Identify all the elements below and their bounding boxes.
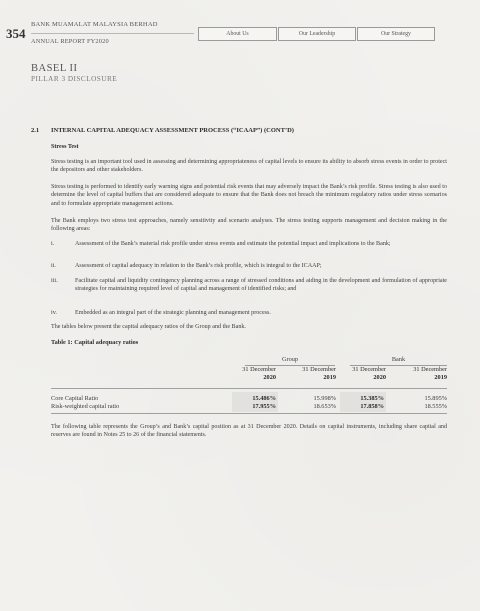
list-item-text: Assessment of capital adequacy in relation to the Bank’s risk profile, which is integral to the ICAAP; [75,263,322,269]
column-header-date: 31 December [302,366,336,373]
column-header-date: 31 December [413,366,447,373]
row-label: Core Capital Ratio [51,395,99,402]
paragraph-4: The tables below present the capital adequacy ratios of the Group and the Bank. [51,324,246,330]
row-label: Risk-weighted capital ratio [51,403,120,410]
table-bottom-rule [51,413,447,414]
column-header-year: 2019 [323,374,336,382]
column-header-year: 2020 [263,374,276,382]
table-header-rule [51,388,447,389]
bank-name: BANK MUAMALAT MALAYSIA BERHAD [31,21,158,28]
column-header [388,366,447,382]
list-item-number: i. [51,241,55,247]
column-header-date: 31 December [352,366,386,373]
list-item-text: Facilitate capital and liquidity contingency planning across a range of stressed conditions and aiding in the development and formulation of appropriate strategies for maintaining required level of capital and management of identified risks; and [75,278,447,293]
list-item-number: ii. [51,263,56,269]
page-number: 354 [6,26,26,41]
column-header-date: 31 December [242,366,276,373]
table-cell: 17.955% [252,403,276,410]
list-item-number: iv. [51,310,57,316]
table-cell: 15.998% [313,395,336,402]
table-cell: 15.895% [424,395,447,402]
paragraph-5: The following table represents the Group’s and Bank’s capital position as at 31 December 2020. Details on capital instruments, including share capital and reserves are found in Notes 25 to 26 of the financial statements. [51,424,447,439]
header-divider [31,33,194,34]
paragraph-2: Stress testing is performed to identify early warning signs and potential risk events that may adversely impact the Bank’s risk profile. Stress testing is also used to determine the level of capital buffers that are considered adequate to ensure that the Bank does not breach the minimum regulatory ratios under stress scenarios and to formulate appropriate management actions. [51,184,447,207]
list-item [51,262,447,271]
table-bank-header: Bank [391,356,406,363]
nav-our-leadership-button[interactable]: Our Leadership [278,27,356,41]
list-item [51,240,447,257]
paragraph-3: The Bank employs two stress test approaches, namely sensitivity and scenario analyses. The stress testing supports management and decision making in the following areas: [51,218,447,233]
section-heading-number: 2.1 [31,127,40,134]
table-cell: 15.385% [360,395,384,402]
section-title: BASEL II [31,63,78,74]
table-title: Table 1: Capital adequacy ratios [51,339,139,346]
subheading-stress-test: Stress Test [51,144,79,150]
list-item-text: Assessment of the Bank’s material risk profile under stress events and estimate the potential impact and implications to the Bank; [75,241,391,247]
paragraph-1: Stress testing is an important tool used in assessing and determining appropriateness of capital levels to ensure its ability to absorb stress events in order to protect the depositors and other stakeholders. [51,159,447,174]
column-header [218,366,276,382]
table-group-header: Group [281,356,299,363]
table-cell: 17.858% [360,403,384,410]
table-cell: 15.486% [252,395,276,402]
list-item-text: Embedded as an integral part of the strategic planning and management process. [75,310,271,316]
column-header-year: 2020 [373,374,386,382]
table-cell: 18.653% [313,403,336,410]
list-item-number: iii. [51,278,58,284]
table-cell: 18.555% [424,403,447,410]
section-heading-text: INTERNAL CAPITAL ADEQUACY ASSESSMENT PROCESS (“ICAAP”) (CONT’D) [51,127,294,134]
section-subtitle: PILLAR 3 DISCLOSURE [31,75,118,83]
nav-our-strategy-button[interactable]: Our Strategy [357,27,435,41]
nav-about-us-button[interactable]: About Us [198,27,277,41]
list-item [51,309,447,318]
annual-report-label: ANNUAL REPORT FY2020 [31,38,109,45]
column-header-year: 2019 [434,374,447,382]
list-item [51,277,447,303]
column-header [328,366,386,382]
